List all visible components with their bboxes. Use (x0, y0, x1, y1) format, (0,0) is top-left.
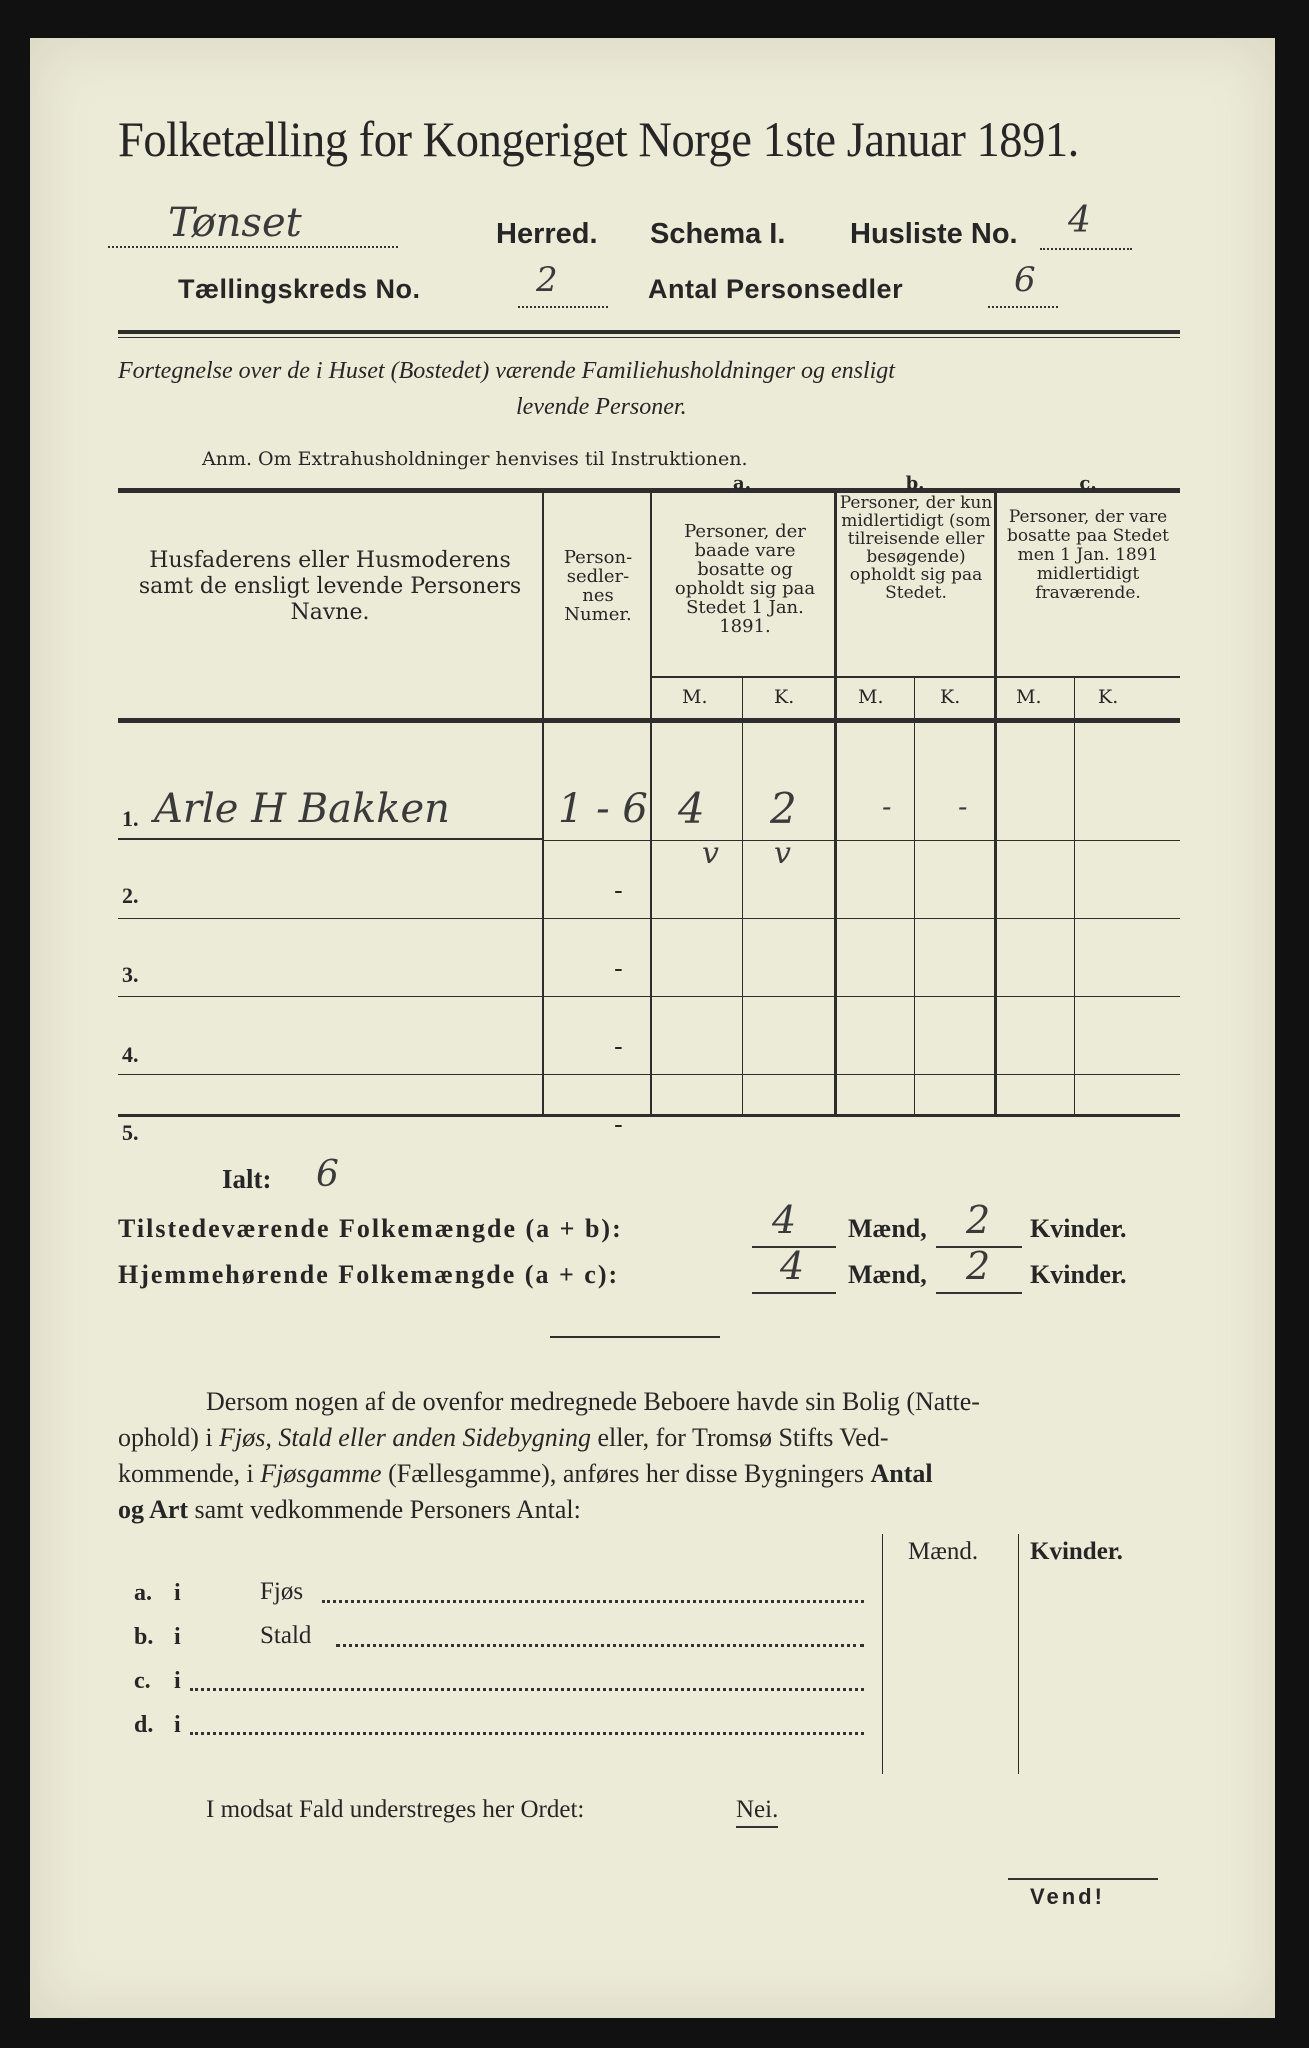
para-text-bold: Antal (870, 1459, 933, 1488)
col-divider-a (834, 493, 837, 1116)
tilstede-label: Tilstedeværende Folkemængde (a + b): (118, 1214, 623, 1243)
para-line-4 (118, 1492, 581, 1528)
hjemme-kvinder-label: Kvinder. (1030, 1260, 1127, 1289)
row-number: 3. (122, 962, 139, 987)
row-a-m[interactable]: 4 (678, 784, 705, 833)
kvinder-col-divider (1018, 1534, 1019, 1774)
b-k-label: K. (940, 686, 961, 708)
col-divider-names (542, 493, 544, 1116)
anm-note: Anm. Om Extrahusholdninger henvises til Instruktionen. (202, 448, 748, 470)
para-text-bold: og Art (118, 1495, 189, 1524)
col-header-b: Personer, der kun midlertidigt (som tilreisende eller besøgende) opholdt sig paa Stedet. (839, 493, 993, 603)
husliste-value: 4 (1068, 200, 1091, 241)
table-bottom-rule (118, 1114, 1180, 1117)
b-m-label: M. (858, 686, 884, 708)
para-text: samt vedkommende Personers Antal: (188, 1495, 581, 1524)
herred-field[interactable] (108, 200, 398, 248)
col-header-numer: Person-sedler-nes Numer. (563, 547, 633, 625)
item-prep: i (174, 1580, 181, 1606)
item-letter: b. (134, 1624, 154, 1650)
item-label: Stald (260, 1622, 312, 1649)
intro-line-1: Fortegnelse over de i Huset (Bostedet) værende Familiehusholdninger og ensligt (118, 358, 895, 384)
maend-col-header: Mænd. (908, 1538, 979, 1565)
kreds-label: Tællingskreds No. (178, 274, 421, 304)
modsat-text: I modsat Fald understreges her Ordet: (206, 1796, 585, 1823)
census-form-sheet (30, 38, 1275, 2018)
herred-label: Herred. (496, 218, 598, 250)
tilstede-maend-value: 4 (772, 1198, 797, 1242)
maend-col-divider (882, 1534, 883, 1774)
section-separator (550, 1336, 720, 1338)
tilstede-kvinder-field[interactable] (936, 1198, 1022, 1248)
checkmark: v (774, 836, 791, 871)
kreds-value: 2 (536, 260, 558, 300)
intro-line-2: levende Personer. (516, 394, 687, 420)
col-header-c: Personer, der vare bosatte paa Stedet men 1 Jan. 1891 midlertidigt fraværende. (1007, 507, 1169, 603)
ialt-value[interactable]: 6 (316, 1154, 339, 1195)
header-divider-thin (118, 337, 1180, 338)
row-number: 4. (122, 1042, 139, 1067)
para-text: kommende, i (118, 1459, 261, 1488)
row-b-m[interactable]: - (882, 790, 892, 823)
checkmark: v (702, 836, 719, 871)
row-number: 2. (122, 883, 139, 908)
table-header-rule (118, 718, 1180, 723)
row-line-1 (542, 840, 1180, 841)
vend-rule (1008, 1878, 1158, 1880)
hjemme-maend-field[interactable] (752, 1244, 836, 1294)
row-numer: - (614, 1032, 623, 1062)
hjemme-maend-label: Mænd, (848, 1260, 927, 1289)
ialt-label: Ialt: (222, 1164, 272, 1194)
herred-value: Tønset (168, 200, 302, 246)
item-label: Fjøs (260, 1578, 304, 1605)
para-text-italic: Fjøsgamme (260, 1459, 382, 1488)
item-letter: a. (134, 1580, 152, 1606)
row-line-3 (118, 996, 1180, 997)
col-divider-c-mk (1074, 678, 1075, 1116)
col-divider-b-mk (914, 678, 915, 1116)
tilstede-kvinder-value: 2 (966, 1198, 991, 1242)
col-header-c-letter: c. (1079, 473, 1097, 494)
col-header-a: Personer, der baade vare bosatte og opholdt sig paa Stedet 1 Jan. 1891. (674, 521, 816, 637)
husliste-field[interactable] (1040, 200, 1132, 250)
item-dotted-line[interactable] (190, 1732, 864, 1735)
col-header-a-letter: a. (733, 473, 751, 494)
row-name[interactable]: Arle H Bakken (154, 786, 450, 832)
col-divider-numer (650, 493, 652, 1116)
col-divider-b (994, 493, 997, 1116)
para-line-1: Dersom nogen af de ovenfor medregnede Beboere havde sin Bolig (Natte- (206, 1387, 980, 1416)
item-prep: i (174, 1712, 181, 1738)
row-b-k[interactable]: - (958, 790, 968, 823)
antal-label: Antal Personsedler (648, 274, 904, 304)
hjemme-kvinder-field[interactable] (936, 1244, 1022, 1294)
row-numer: - (614, 876, 623, 906)
item-prep: i (174, 1624, 181, 1650)
tilstede-maend-label: Mænd, (848, 1214, 927, 1243)
item-letter: d. (134, 1712, 154, 1738)
row-line-2 (118, 918, 1180, 919)
para-line-3 (118, 1456, 933, 1492)
hjemme-label: Hjemmehørende Folkemængde (a + c): (118, 1260, 620, 1289)
tilstede-kvinder-label: Kvinder. (1030, 1214, 1127, 1243)
husliste-label: Husliste No. (850, 218, 1018, 250)
vend-label: Vend! (1030, 1884, 1105, 1909)
row-numer[interactable]: 1 - 6 (558, 786, 648, 832)
para-text: eller, for Tromsø Stifts Ved- (591, 1423, 889, 1452)
col-divider-a-mk (742, 678, 743, 1116)
antal-value: 6 (1014, 260, 1036, 300)
mk-header-rule (650, 676, 1180, 678)
header-divider (118, 330, 1180, 334)
c-m-label: M. (1016, 686, 1042, 708)
item-dotted-line[interactable] (322, 1600, 864, 1603)
para-line-2 (118, 1420, 889, 1456)
para-text: ophold) i (118, 1423, 220, 1452)
a-m-label: M. (682, 686, 708, 708)
col-header-b-letter: b. (905, 473, 925, 494)
nei-word[interactable]: Nei. (736, 1796, 778, 1828)
row-numer: - (614, 1110, 623, 1140)
row-a-k[interactable]: 2 (770, 784, 797, 833)
col-header-names: Husfaderens eller Husmoderens samt de ensligt levende Personers Navne. (138, 548, 522, 625)
antal-field[interactable] (988, 260, 1058, 308)
item-prep: i (174, 1668, 181, 1694)
form-title: Folketælling for Kongeriget Norge 1ste Januar 1891. (118, 111, 1079, 167)
hjemme-maend-value: 4 (780, 1244, 805, 1288)
row-numer: - (614, 954, 623, 984)
row-line-4 (118, 1074, 1180, 1075)
row-number: 1. (122, 806, 139, 831)
item-dotted-line[interactable] (336, 1644, 864, 1647)
kreds-field[interactable] (518, 260, 608, 308)
a-k-label: K. (774, 686, 795, 708)
c-k-label: K. (1098, 686, 1119, 708)
schema-label: Schema I. (650, 218, 786, 250)
item-letter: c. (134, 1668, 151, 1694)
row-number: 5. (122, 1120, 139, 1145)
kvinder-col-header: Kvinder. (1030, 1538, 1123, 1565)
para-text-italic: Fjøs, Stald eller anden Sidebygning (219, 1423, 591, 1452)
item-dotted-line[interactable] (190, 1688, 864, 1691)
hjemme-kvinder-value: 2 (966, 1244, 991, 1288)
row-line-1-names (118, 838, 542, 840)
para-text: (Fællesgamme), anføres her disse Bygningers (381, 1459, 871, 1488)
tilstede-maend-field[interactable] (752, 1198, 836, 1248)
